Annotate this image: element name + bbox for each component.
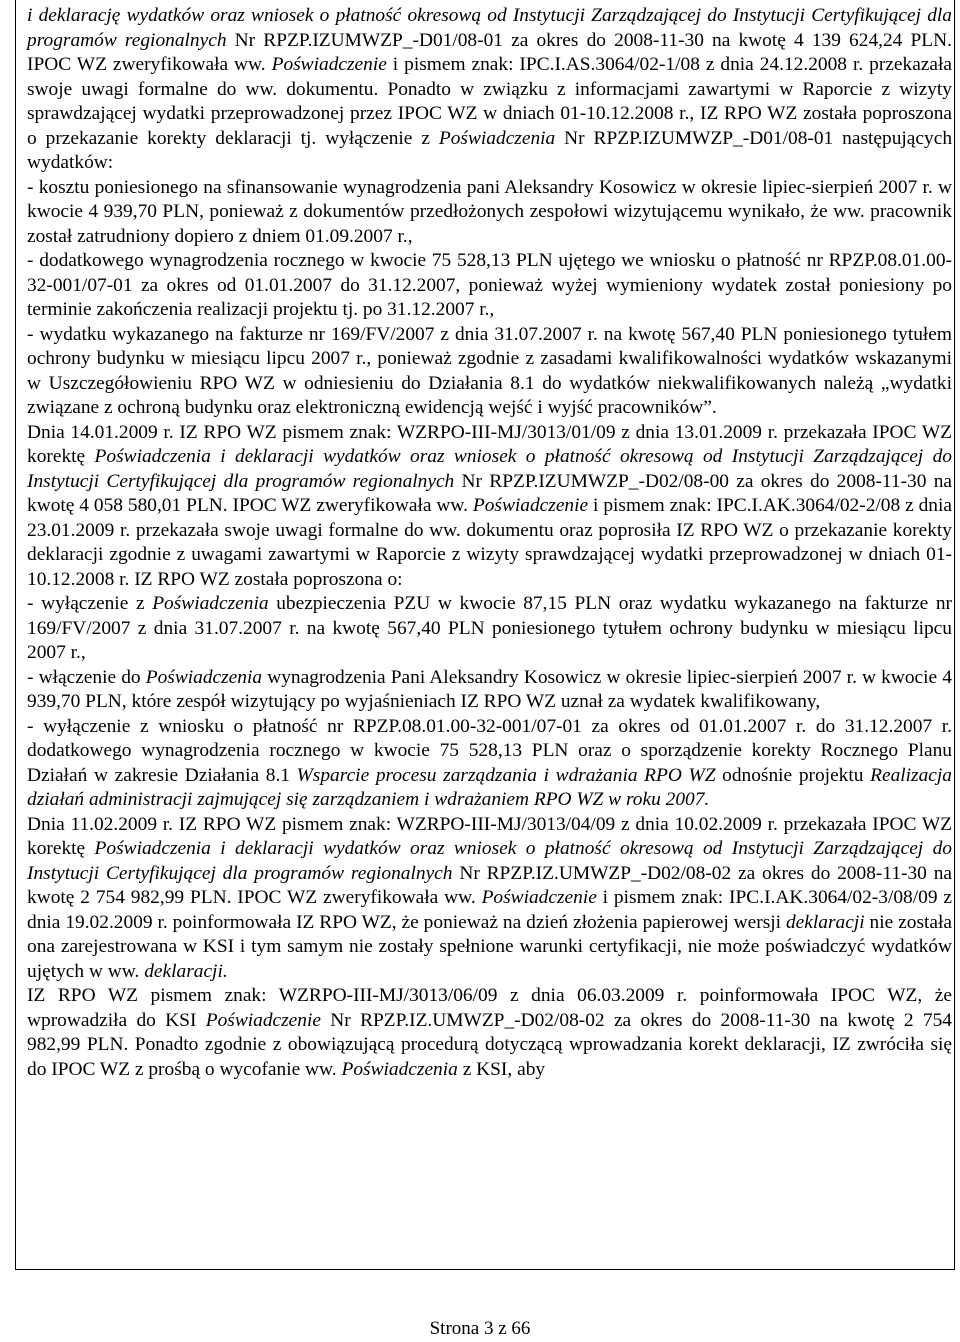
text-run: i pismem znak: IPC.I.AK.3064/02-3/08/09 z dnia 19.02.2009 r. poinformowała IZ RPO WZ, że ponieważ na dzień złożenia papierowej wersji — [27, 887, 952, 933]
italic-text: Poświadczenie — [472, 495, 589, 516]
italic-text: Poświadczenie — [481, 887, 597, 908]
text-run: z KSI, aby — [457, 1058, 546, 1080]
text-run: Dnia 11.02.2009 r. IZ RPO WZ pismem znak: WZRPO-III-MJ/3013/04/09 z dnia 10.02.2009 r. przekazała IPOC WZ korektę — [27, 813, 952, 859]
text-run: - dodatkowego wynagrodzenia rocznego w kwocie 75 528,13 PLN ujętego we wniosku o płatność nr RPZP.08.01.00-32-001/07-01 za okres od 01.01.2007 do 31.12.2007, ponieważ wyżej wymieniony wydatek został poniesiony po terminie zakończenia realizacji projektu tj. po 31.12.2007 r., — [27, 250, 952, 320]
italic-text: Poświadczenia — [438, 127, 556, 149]
italic-text: Poświadczenia — [341, 1058, 458, 1080]
paragraph — [27, 666, 952, 715]
paragraph — [27, 4, 952, 176]
paragraph — [27, 176, 952, 250]
text-run: - wydatku wykazanego na fakturze nr 169/FV/2007 z dnia 31.07.2007 r. na kwotę 567,40 PLN poniesionego tytułem ochrony budynku w miesiącu lipcu 2007 r., ponieważ zgodnie z zasadami kwalifikowalności wydatków wskazanymi w Uszczegółowieniu RPO WZ w odniesieniu do Działania 8.1 do wydatków niekwalifikowanych należą „wydatki związane z ochroną budynku oraz elektroniczną ewidencją wejść i wyjść pracowników”. — [27, 323, 952, 418]
italic-text: i deklarację wydatków oraz wniosek o płatność okresową od Instytucji Zarządzającej do Instytucji Certyfikującej dla programów regionalnych — [27, 5, 952, 51]
text-run: wynagrodzenia Pani Aleksandry Kosowicz w okresie lipiec-sierpień 2007 r. w kwocie 4 939,70 PLN, które zespół wizytujący po wyjaśnieniach IZ RPO WZ uznał za wydatek kwalifikowany, — [27, 666, 952, 712]
text-run: - wyłączenie z wniosku o płatność nr RPZP.08.01.00-32-001/07-01 za okres od 01.01.2007 r. do 31.12.2007 r. dodatkowego wynagrodzenia rocznego w kwocie 75 528,13 PLN oraz o sporządzenie korekty Rocznego Planu Działań w zakresie Działania 8.1 — [27, 715, 952, 786]
italic-text: deklaracji — [785, 911, 865, 933]
text-run: ubezpieczenia PZU w kwocie 87,15 PLN oraz wydatku wykazanego na fakturze nr 169/FV/2007 z dnia 31.07.2007 r. na kwotę 567,40 PLN poniesionego tytułem ochrony budynku w miesiącu lipcu 2007 r., — [27, 593, 952, 663]
paragraph — [27, 984, 952, 1082]
text-run: Nr RPZP.IZUMWZP_-D01/08-01 za okres do 2008-11-30 na kwotę 4 139 624,24 PLN. IPOC WZ zweryfikowała ww. — [27, 29, 952, 75]
italic-text: Poświadczenia i deklaracji wydatków oraz wniosek o płatność okresową od Instytucji Zarządzającej do Instytucji Certyfikującej dla programów regionalnych — [27, 446, 952, 492]
paragraph — [27, 592, 952, 666]
italic-text: Poświadczenie — [205, 1009, 321, 1031]
italic-text: deklaracji. — [144, 960, 228, 982]
italic-text: Wsparcie procesu zarządzania i wdrażania RPO WZ — [296, 764, 716, 786]
italic-text: Poświadczenia — [145, 666, 263, 688]
italic-text: Realizacja działań administracji zajmującej się zarządzaniem i wdrażaniem RPO WZ w roku 2007. — [27, 764, 952, 810]
italic-text: Poświadczenia i deklaracji wydatków oraz wniosek o płatność okresową od Instytucji Zarządzającej do Instytucji Certyfikującej dla programów regionalnych — [27, 838, 952, 884]
text-run: - kosztu poniesionego na sfinansowanie wynagrodzenia pani Aleksandry Kosowicz w okresie lipiec-sierpień 2007 r. w kwocie 4 939,70 PLN, ponieważ z dokumentów przedłożonych zespołowi wizytującemu wynikało, że ww. pracownik został zatrudniony dopiero z dniem 01.09.2007 r., — [27, 176, 952, 247]
text-run: i pismem znak: IPC.I.AS.3064/02-1/08 z dnia 24.12.2008 r. przekazała swoje uwagi formalne do ww. dokumentu. Ponadto w związku z informacjami zawartymi w Raporcie z wizyty sprawdzającej wydatki przeprowadzonej przez IPOC WZ w dniach 01-10.12.2008 r., IZ RPO WZ została poproszona o przekazanie korekty deklaracji tj. wyłączenie z — [27, 54, 953, 149]
text-run: - włączenie do — [27, 666, 146, 688]
text-run: i pismem znak: IPC.I.AK.3064/02-2/08 z dnia 23.01.2009 r. przekazała swoje uwagi formalne do ww. dokumentu oraz poprosiła IZ RPO WZ o przekazanie korekty deklaracji zgodnie z uwagami zawartymi w Raporcie z wizyty sprawdzającej wydatki przeprowadzonej w dniach 01-10.12.2008 r. IZ RPO WZ została poproszona o: — [27, 495, 952, 590]
text-run: IZ RPO WZ pismem znak: WZRPO-III-MJ/3013/06/09 z dnia 06.03.2009 r. poinformowała IPOC WZ, że wprowadziła do KSI — [27, 985, 952, 1031]
text-run: nie została ona zarejestrowana w KSI i tym samym nie zostały spełnione warunki certyfikacji, nie może poświadczyć wydatków ujętych w ww. — [27, 911, 952, 982]
paragraph — [27, 421, 952, 593]
italic-text: Poświadczenia — [152, 593, 269, 614]
page-number: Strona 3 z 66 — [429, 1318, 531, 1339]
text-run: Nr RPZP.IZ.UMWZP_-D02/08-02 za okres do 2008-11-30 na kwotę 2 754 982,99 PLN. IPOC WZ zweryfikowała ww. — [27, 862, 952, 908]
paragraph — [27, 813, 952, 985]
paragraph — [27, 249, 952, 323]
document-body — [27, 4, 952, 1082]
text-run: Dnia 14.01.2009 r. IZ RPO WZ pismem znak: WZRPO-III-MJ/3013/01/09 z dnia 13.01.2009 r. przekazała IPOC WZ korektę — [27, 421, 952, 467]
text-run: odnośnie projektu — [715, 764, 871, 786]
paragraph — [27, 323, 952, 421]
text-run: Nr RPZP.IZ.UMWZP_-D02/08-02 za okres do 2008-11-30 na kwotę 2 754 982,99 PLN. Ponadto zgodnie z obowiązującą procedurą dotyczącą wprowadzania korekt deklaracji, IZ zwróciła się do IPOC WZ z prośbą o wycofanie ww. — [27, 1009, 952, 1080]
text-run: Nr RPZP.IZUMWZP_-D01/08-01 następujących wydatków: — [27, 127, 953, 173]
paragraph — [27, 715, 952, 813]
text-run: Nr RPZP.IZUMWZP_-D02/08-00 za okres do 2008-11-30 na kwotę 4 058 580,01 PLN. IPOC WZ zweryfikowała ww. — [27, 470, 953, 516]
text-run: - wyłączenie z — [27, 593, 153, 614]
italic-text: Poświadczenie — [271, 54, 387, 75]
